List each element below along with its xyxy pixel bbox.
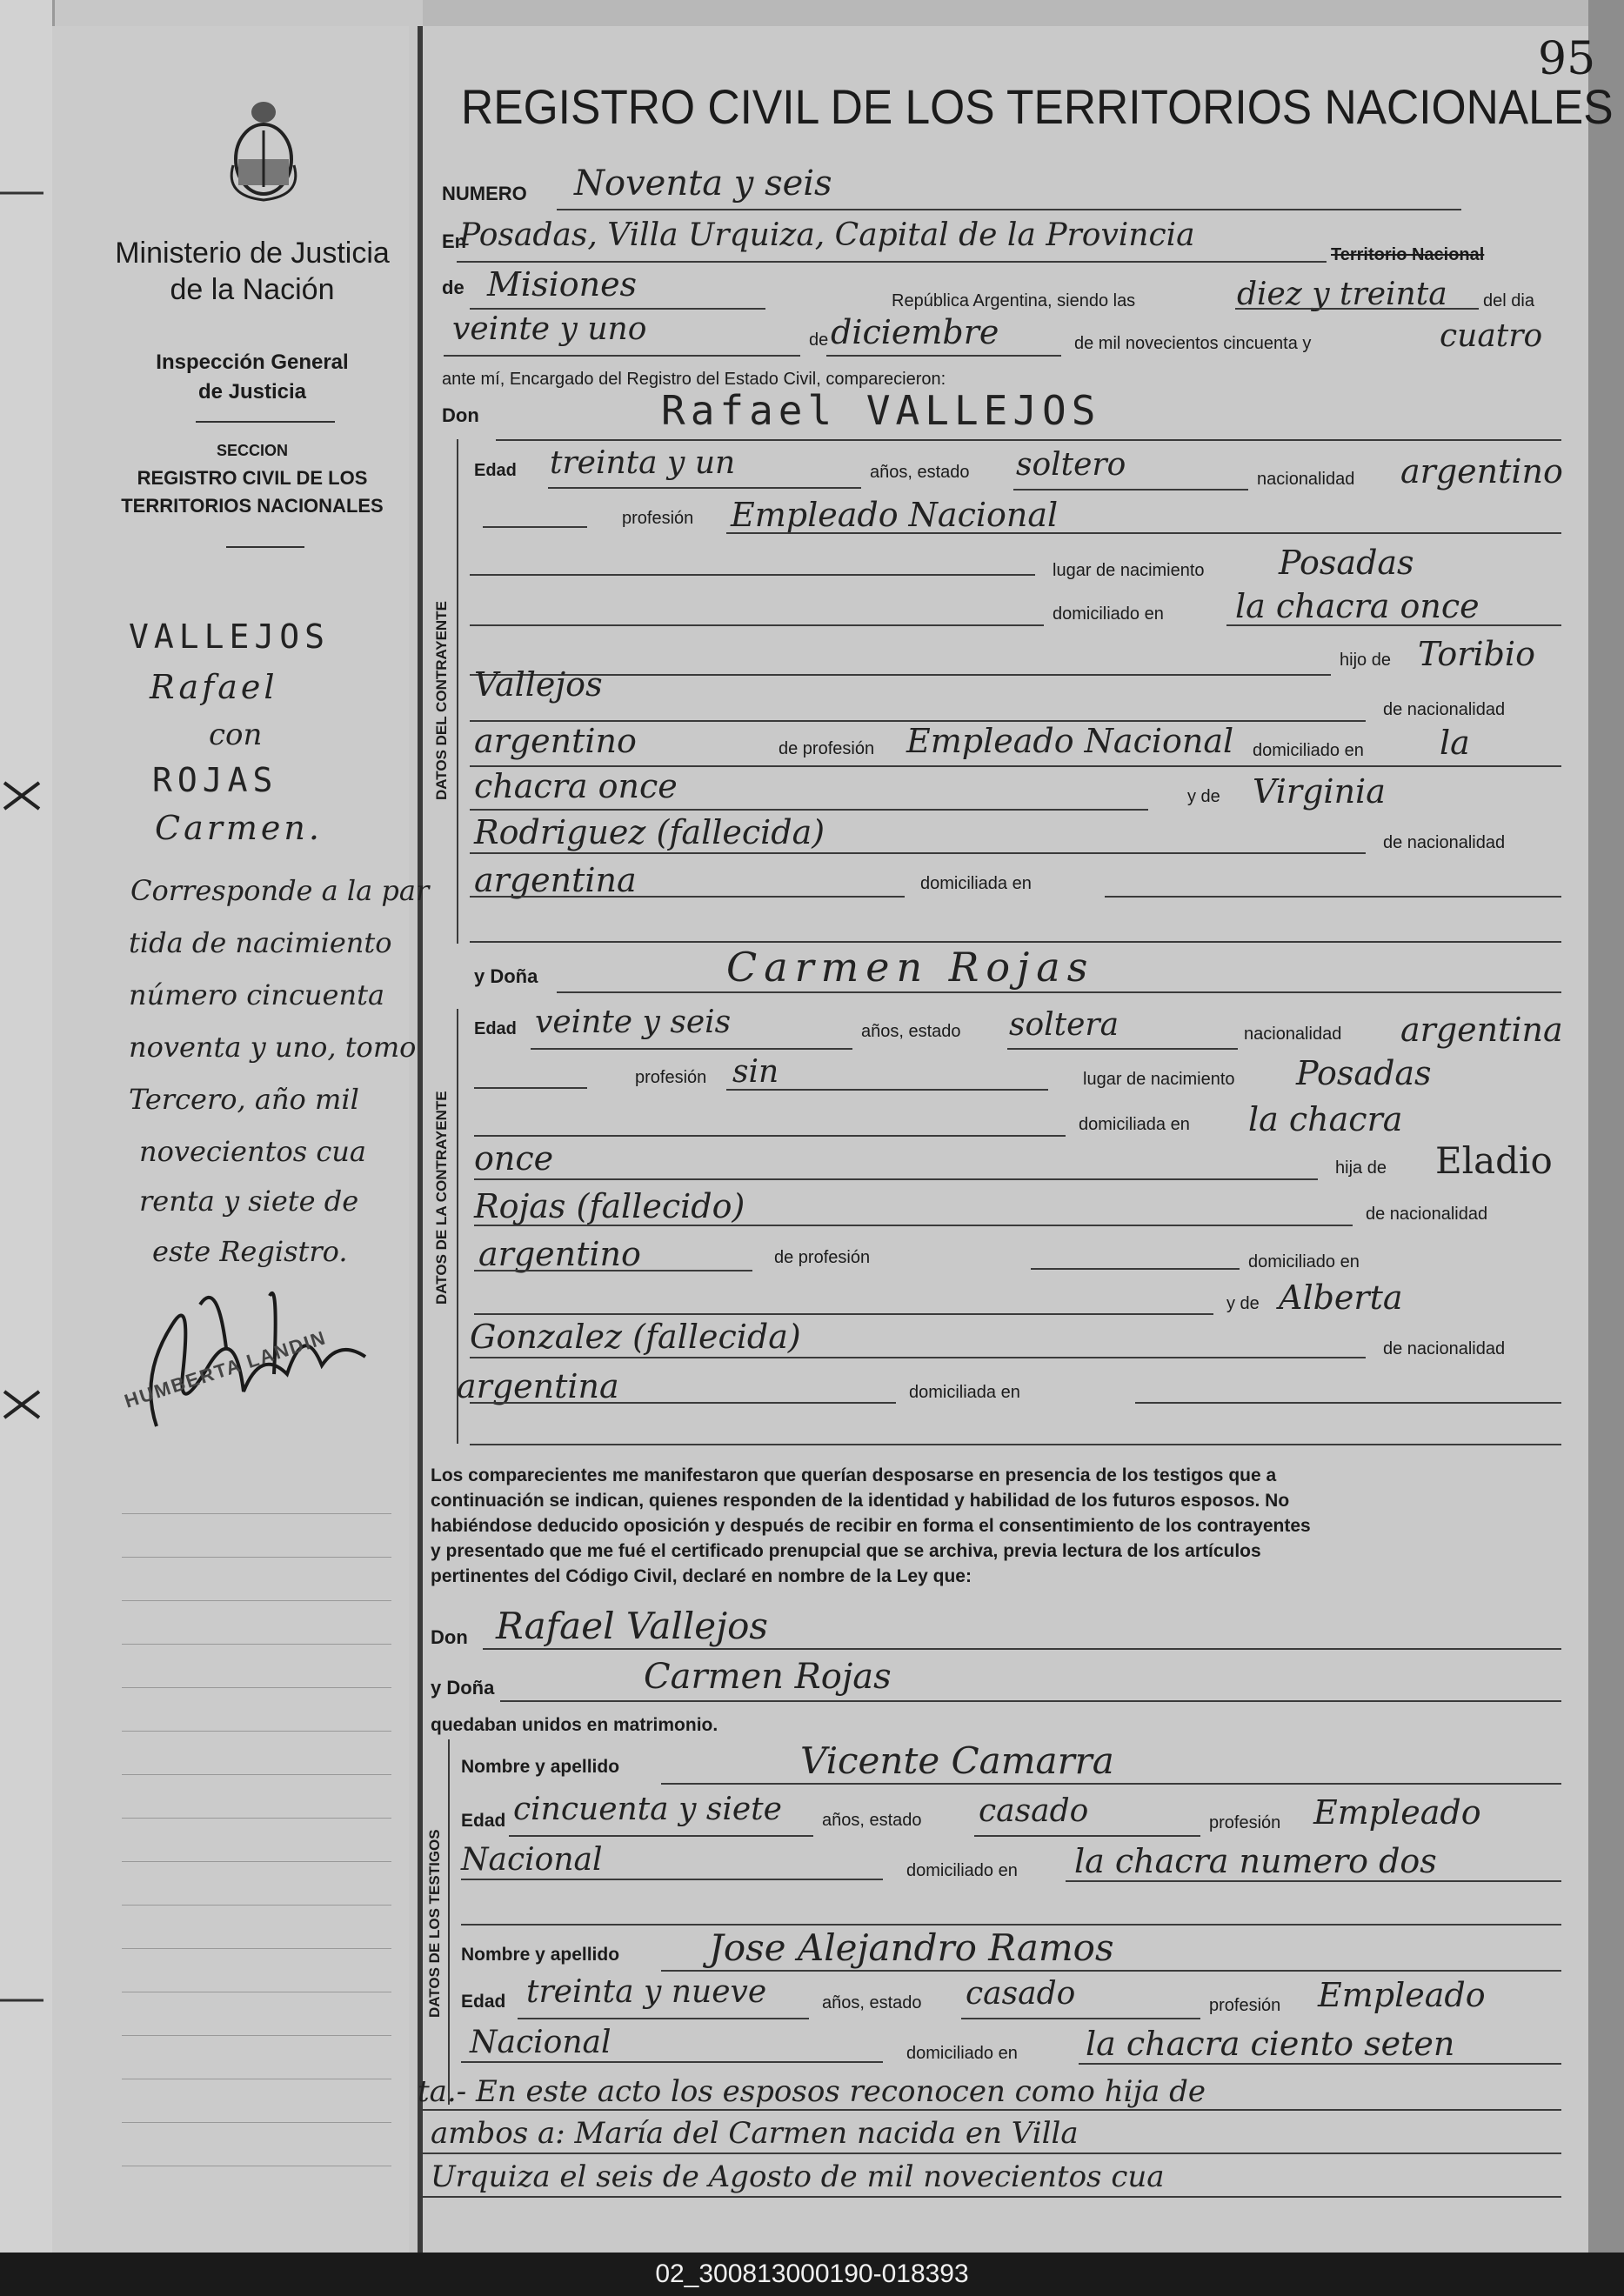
padre-domicilio-label: domiciliado en xyxy=(1253,741,1364,760)
t1-estado: casado xyxy=(979,1793,1089,1829)
novia-madre-dom-label: domiciliada en xyxy=(909,1383,1020,1402)
novia-domiciliada-label: domiciliada en xyxy=(1079,1115,1190,1134)
page-number: 95 xyxy=(1538,33,1596,85)
novia-madre-value: Alberta xyxy=(1279,1278,1403,1317)
t2-nombre-line xyxy=(661,1970,1561,1972)
novia-edad-label: Edad xyxy=(474,1019,517,1038)
inspection-title: Inspección General de Justicia xyxy=(156,350,349,404)
padre-dom-line xyxy=(470,809,1148,811)
madre-nac-line xyxy=(470,896,905,898)
lugar-value: Posadas xyxy=(1279,544,1414,582)
sidebar-divider xyxy=(196,421,335,423)
t1-estado-line xyxy=(974,1835,1200,1837)
en-value: Posadas, Villa Urquiza, Capital de la Provincia xyxy=(459,217,1195,253)
decl-don-value: Rafael Vallejos xyxy=(496,1605,768,1647)
novia-padre-line xyxy=(474,1225,1353,1226)
novia-profesion-value: sin xyxy=(732,1054,779,1090)
margin-given-1: Rafael xyxy=(150,668,278,706)
de-line xyxy=(470,308,765,310)
novia-profesion-label: profesión xyxy=(635,1068,707,1087)
declaration-text: Los comparecientes me manifestaron que querían desposarse en presencia de los testigos que a continuación se indican, quienes responden de la identidad y habilidad de los futuros esposos. No habiéndose deducido oposición y después de recibir en forma el consentimiento de los contrayentes y presentado que me fué el certificado prenupcial que se archiva, previa lectura de los artículos pertinentes del Código Civil, declaré en nombre de la Ley que: xyxy=(431,1465,1311,1586)
t1-dom-line xyxy=(1066,1880,1561,1882)
de-value: Misiones xyxy=(487,265,638,304)
novia-madre-line xyxy=(470,1357,1366,1358)
nota-linea-2: ambos a: María del Carmen nacida en Villa xyxy=(431,2116,1079,2151)
t2-edad-line xyxy=(518,2018,809,2019)
y-dona-label: y Doña xyxy=(474,965,538,987)
profesion-label: profesión xyxy=(622,509,694,528)
t2-profesion: Empleado xyxy=(1318,1976,1486,2014)
novia-edad-line xyxy=(531,1048,852,1050)
t2-edad: treinta y nueve xyxy=(526,1974,767,2010)
novia-padre-nac-label: de nacionalidad xyxy=(1366,1205,1488,1224)
section-title: SECCION REGISTRO CIVIL DE LOS TERRITORIOS NACIONALES xyxy=(121,442,384,517)
novia-padre-prof-line xyxy=(1031,1268,1240,1270)
contrayente-side-label: DATOS DEL CONTRAYENTE xyxy=(433,601,450,800)
numero-value: Noventa y seis xyxy=(574,164,832,204)
en-label: En xyxy=(442,230,467,252)
t2-estado: casado xyxy=(966,1976,1076,2012)
numero-label: NUMERO xyxy=(442,183,527,204)
edad-value: treinta y un xyxy=(550,445,736,481)
padre-nacionalidad: argentino xyxy=(474,722,637,760)
t2-profesion-2: Nacional xyxy=(470,2025,612,2060)
decl-dona-value: Carmen Rojas xyxy=(644,1657,892,1697)
nota-line-1 xyxy=(418,2109,1561,2111)
novia-estado-line xyxy=(1007,1048,1238,1050)
nota-linea-3: Urquiza el seis de Agosto de mil novecientos cua xyxy=(431,2159,1165,2194)
novia-anios-estado-label: años, estado xyxy=(861,1022,961,1041)
novia-padre-apellido: Rojas (fallecido) xyxy=(474,1187,745,1225)
nota-line-2 xyxy=(418,2152,1561,2154)
don-line xyxy=(496,439,1561,441)
novia-domicilio-value-2: once xyxy=(474,1139,554,1178)
madre-domiciliada-label: domiciliada en xyxy=(920,874,1032,893)
domicilio-line xyxy=(1226,624,1561,626)
margin-given-2: Carmen. xyxy=(155,809,323,847)
dia-line xyxy=(444,355,800,357)
sidebar-divider-2 xyxy=(226,546,304,548)
dia-value: veinte y uno xyxy=(452,311,647,347)
padre-profesion-label: de profesión xyxy=(779,739,875,758)
novia-padre-dom-label: domiciliado en xyxy=(1248,1252,1360,1271)
coat-of-arms-icon xyxy=(224,91,303,204)
nacionalidad-value: argentino xyxy=(1400,452,1563,491)
t1-edad-line xyxy=(509,1835,813,1837)
blank-line-2 xyxy=(470,624,1044,626)
t1-edad-label: Edad xyxy=(461,1811,506,1831)
nota-line-3 xyxy=(418,2196,1561,2198)
t1-domicilio: la chacra numero dos xyxy=(1074,1842,1437,1880)
margin-surname-1: VALLEJOS xyxy=(129,617,331,656)
decl-dona-label: y Doña xyxy=(431,1677,495,1699)
t2-estado-line xyxy=(961,2018,1200,2019)
padre-apellido: Vallejos xyxy=(474,665,603,704)
territorio-label: Territorio Nacional xyxy=(1331,245,1485,264)
del-dia-label: del dia xyxy=(1483,291,1534,310)
novia-padre-prof-label: de profesión xyxy=(774,1248,871,1267)
nacionalidad-label: nacionalidad xyxy=(1257,470,1355,489)
mes-line xyxy=(826,355,1061,357)
novia-line xyxy=(557,991,1561,993)
t1-nombre-label: Nombre y apellido xyxy=(461,1757,620,1777)
document-code-footer: 02_300813000190-018393 xyxy=(0,2253,1624,2296)
novia-blank-line-1 xyxy=(474,1135,1066,1137)
page-title: REGISTRO CIVIL DE LOS TERRITORIOS NACIONALES xyxy=(461,79,1614,134)
anio-label: de mil novecientos cincuenta y xyxy=(1074,334,1312,353)
novia-lugar-label: lugar de nacimiento xyxy=(1083,1070,1235,1089)
t2-domiciliado-label: domiciliado en xyxy=(906,2044,1018,2063)
t1-anios-estado-label: años, estado xyxy=(822,1811,922,1830)
t1-profesion: Empleado xyxy=(1313,1793,1481,1832)
edad-label: Edad xyxy=(474,461,517,480)
t1-profesion-label: profesión xyxy=(1209,1813,1281,1832)
profesion-line xyxy=(726,532,1561,534)
hijo-label: hijo de xyxy=(1340,651,1391,670)
padre-nacionalidad-label: de nacionalidad xyxy=(1383,700,1506,719)
margin-con: con xyxy=(209,718,263,752)
ministry-title: Ministerio de Justicia de la Nación xyxy=(115,237,390,306)
novia-blank-line-2 xyxy=(474,1313,1213,1315)
novia-padre-nac-line xyxy=(474,1270,752,1271)
t2-anios-estado-label: años, estado xyxy=(822,1993,922,2012)
madre-nacionalidad-label: de nacionalidad xyxy=(1383,833,1506,852)
blank-line-1 xyxy=(470,574,1035,576)
ante-label: ante mí, Encargado del Registro del Estado Civil, comparecieron: xyxy=(442,370,946,389)
register-page: Ministerio de Justicia de la Nación Inspección General de Justicia SECCION REGISTRO CIVIL DE LOS TERRITORIOS NACIONALES VALLEJOS Rafael con ROJAS Carmen. Corresponde a la par tida de nacimiento número cincuenta noventa y uno, tomo Tercero, año mil novecientos cua renta y siete de este Registro. HUMBERTA LANDIN 95 REGISTRO CIVIL DE LOS TERRITORIOS NACIONALES NUMERO Noventa y seis En Posadas, Villa Urquiza, Capital de la Provincia Territorio Nacional de Misiones República Argentina, siendo las diez y treinta del dia veinte y uno de diciembre de mil novecientos cincuenta y cuatro ante mí, Encargado del Registro del Estado Civil, comparecieron: Don Rafael VALLEJOS DATOS DEL CONTRAYENTE Edad treinta y un años, estado soltero nacionalidad argentino profesión Empleado Nacional lugar de nacimiento Posadas domiciliado en la chacra once hijo de Toribio Vallejos de nacionalidad argentino de profesión Empleado Nacional domiciliado en la chacra once y de Virginia Rodriguez (fallecida) de nacionalidad argentina domiciliada en y Doña Carmen Rojas DATOS DE LA CONTRAYENTE Edad veinte y seis años, estado soltera nacionalidad argentina profesión sin lugar de nacimiento Posadas domiciliada en la chacra once hija de Eladio Rojas (fallecido) de nacionalidad argentino de profesión domiciliado en y de Alberta Gonzalez (fallecida) de nacionalidad argentina domiciliada en Los comparecientes me manifestaron que querían desposarse en presencia de los testigos que a continuación se indican, quienes responden de la identidad y habilidad de los futuros esposos. No habiéndose deducido oposición y después de recibir en forma el consentimiento de los contrayentes y presentado que me fué el certificado prenupcial que se archiva, previa lectura de los artículos pertinentes del Código Civil, declaré en nombre de la Ley que: Don Rafael Vallejos y Doña Carmen Rojas quedaban unidos en matrimonio. DATOS DE LOS TESTIGOS Nombre y apellido Vicente Camarra Edad cincuenta y siete años, estado casado profesión Empleado Nacional domiciliado en la chacra numero dos Nombre y apellido Jose Alejandro Ramos Edad treinta y nueve años, estado casado profesión Empleado Nacional domiciliado en la chacra ciento seten ta.- En este acto los esposos reconocen como hija de ambos a: María del Carmen nacida en Villa Urquiza el seis de Agosto de mil novecientos cua xyxy=(0,0,1624,2253)
t2-nombre: Jose Alejandro Ramos xyxy=(709,1926,1114,1969)
padre-domicilio: la xyxy=(1440,724,1470,762)
t2-dom-line xyxy=(1079,2063,1561,2065)
novia-lugar-value: Posadas xyxy=(1296,1054,1432,1092)
novia-padre-nacionalidad: argentino xyxy=(478,1235,641,1273)
t2-edad-label: Edad xyxy=(461,1992,506,2012)
novia-domicilio-value: la chacra xyxy=(1248,1100,1403,1138)
decl-don-line xyxy=(483,1648,1561,1650)
de-mes-label: de xyxy=(809,330,829,350)
novia-madre-nac-line xyxy=(470,1402,896,1404)
quedaban-label: quedaban unidos en matrimonio. xyxy=(431,1715,718,1735)
t1-nombre-line xyxy=(661,1783,1561,1785)
novia-y-de-label: y de xyxy=(1226,1294,1260,1313)
novia-madre-apellido: Gonzalez (fallecida) xyxy=(470,1318,801,1356)
hora-line xyxy=(1235,308,1479,310)
novia-estado-value: soltera xyxy=(1009,1007,1119,1043)
contrayente-bottom-line xyxy=(470,941,1561,943)
don-value: Rafael VALLEJOS xyxy=(661,387,1101,434)
edad-line xyxy=(548,487,861,489)
novia-dom-line xyxy=(474,1178,1318,1180)
main-form-area xyxy=(423,26,1588,2253)
domiciliado-label: domiciliado en xyxy=(1053,604,1164,624)
numero-line xyxy=(557,209,1461,210)
t1-nombre: Vicente Camarra xyxy=(800,1739,1114,1782)
right-edge xyxy=(1588,0,1624,2253)
madre-nacionalidad: argentina xyxy=(474,861,637,899)
t1-domiciliado-label: domiciliado en xyxy=(906,1861,1018,1880)
hija-label: hija de xyxy=(1335,1158,1387,1178)
novia-edad-value: veinte y seis xyxy=(535,1004,732,1040)
novia-madre-nac-label: de nacionalidad xyxy=(1383,1339,1506,1358)
nota-linea-1: ta.- En este acto los esposos reconocen como hija de xyxy=(418,2074,1206,2109)
madre-apellido: Rodriguez (fallecida) xyxy=(474,813,825,851)
t2-profesion-label: profesión xyxy=(1209,1996,1281,2015)
t1-profesion-2: Nacional xyxy=(461,1842,603,1878)
madre-line xyxy=(470,852,1366,854)
margin-surname-2: ROJAS xyxy=(152,761,278,799)
decl-don-label: Don xyxy=(431,1626,468,1648)
contrayente-2-side-label: DATOS DE LA CONTRAYENTE xyxy=(433,1091,450,1305)
novia-nacionalidad-label: nacionalidad xyxy=(1244,1025,1342,1044)
stamp-text: HUMBERTA LANDIN xyxy=(122,1326,330,1412)
don-label: Don xyxy=(442,404,479,426)
mes-value: diciembre xyxy=(831,313,999,351)
binding-stitches xyxy=(0,0,70,2253)
en-line xyxy=(457,261,1327,263)
novia-prof-pre-line xyxy=(474,1087,587,1089)
republica-label: República Argentina, siendo las xyxy=(892,291,1136,310)
y-de-label: y de xyxy=(1187,787,1220,806)
contrayente-2-bottom-line xyxy=(470,1444,1561,1445)
t1-prof-line xyxy=(461,1879,883,1880)
estado-line xyxy=(1013,489,1248,491)
estado-value: soltero xyxy=(1016,447,1126,483)
de-label: de xyxy=(442,277,464,298)
testigos-box-border xyxy=(448,1739,450,2105)
testigos-side-label: DATOS DE LOS TESTIGOS xyxy=(426,1829,443,2018)
novia-nacionalidad-value: argentina xyxy=(1400,1011,1563,1049)
testigos-mid-line xyxy=(461,1924,1561,1926)
hora-value: diez y treinta xyxy=(1237,277,1447,312)
domicilio-value: la chacra once xyxy=(1235,587,1480,625)
novia-nombre: Carmen Rojas xyxy=(726,944,1095,991)
lugar-label: lugar de nacimiento xyxy=(1053,561,1205,580)
t2-domicilio: la chacra ciento seten xyxy=(1086,2025,1455,2063)
padre-domicilio-2: chacra once xyxy=(474,767,678,805)
madre-dom-line xyxy=(1105,896,1561,898)
madre-value: Virginia xyxy=(1253,772,1386,811)
top-edge xyxy=(423,0,1624,29)
profesion-value: Empleado Nacional xyxy=(731,496,1059,534)
profesion-pre-line xyxy=(483,526,587,528)
decl-dona-line xyxy=(500,1700,1561,1702)
t2-nombre-label: Nombre y apellido xyxy=(461,1945,620,1965)
padre-profesion: Empleado Nacional xyxy=(906,722,1234,760)
anio-value: cuatro xyxy=(1440,318,1543,354)
novia-profesion-line xyxy=(726,1089,1048,1091)
novia-madre-dom-line xyxy=(1135,1402,1561,1404)
t2-prof-line xyxy=(461,2061,883,2063)
novia-padre-value: Eladio xyxy=(1435,1139,1553,1182)
contrayente-box-border xyxy=(457,439,458,944)
anios-estado-label: años, estado xyxy=(870,463,970,482)
padre-value: Toribio xyxy=(1418,635,1535,673)
novia-madre-nacionalidad: argentina xyxy=(457,1367,619,1405)
t1-edad: cincuenta y siete xyxy=(513,1792,782,1827)
